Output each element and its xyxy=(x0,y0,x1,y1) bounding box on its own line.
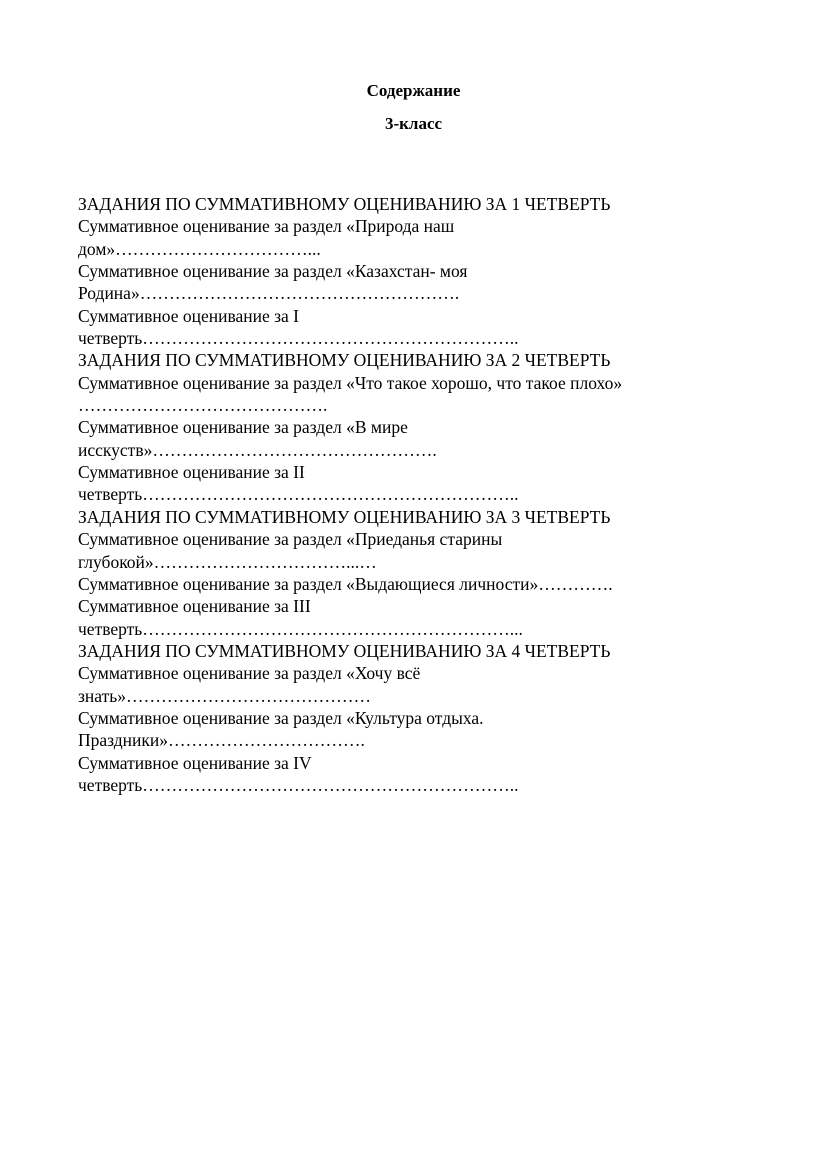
toc-entry-line: четверть……………………………………………………….. xyxy=(78,328,519,349)
toc-entry-line: Суммативное оценивание за раздел «Природа наш xyxy=(78,216,455,237)
toc-entry-line: Праздники»……………………………. xyxy=(78,730,365,751)
toc-heading-quarter-4: ЗАДАНИЯ ПО СУММАТИВНОМУ ОЦЕНИВАНИЮ ЗА 4 ЧЕТВЕРТЬ xyxy=(78,640,611,661)
toc-heading-quarter-3: ЗАДАНИЯ ПО СУММАТИВНОМУ ОЦЕНИВАНИЮ ЗА 3 ЧЕТВЕРТЬ xyxy=(78,506,611,527)
table-of-contents xyxy=(78,193,772,796)
page-title: Содержание xyxy=(366,81,461,100)
toc-entry-line: Суммативное оценивание за раздел «Приеданья старины xyxy=(78,529,503,550)
toc-entry-line: Суммативное оценивание за раздел «Что такое хорошо, что такое плохо» xyxy=(78,372,623,393)
toc-entry-line: четверть……………………………………………………….. xyxy=(78,774,519,795)
toc-entry-line: исскуств»…………………………………………. xyxy=(78,439,437,460)
toc-entry-line: Родина»………………………………………………. xyxy=(78,283,460,304)
toc-entry-line: ……………………………………. xyxy=(78,395,328,416)
toc-entry-line: Суммативное оценивание за II xyxy=(78,462,305,483)
toc-entry-line: Суммативное оценивание за раздел «Казахстан- моя xyxy=(78,261,468,282)
page-subtitle: 3-класс xyxy=(384,114,443,133)
toc-heading-quarter-2: ЗАДАНИЯ ПО СУММАТИВНОМУ ОЦЕНИВАНИЮ ЗА 2 ЧЕТВЕРТЬ xyxy=(78,350,611,371)
toc-entry-line: четверть………………………………………………………... xyxy=(78,618,523,639)
toc-entry-line: Суммативное оценивание за IV xyxy=(78,752,312,773)
toc-entry-line: глубокой»……………………………...… xyxy=(78,551,377,572)
toc-entry-line: Суммативное оценивание за раздел «В мире xyxy=(78,417,408,438)
toc-entry-line: Суммативное оценивание за III xyxy=(78,596,311,617)
toc-entry-line: Суммативное оценивание за раздел «Культура отдыха. xyxy=(78,707,484,728)
toc-entry-line: Суммативное оценивание за раздел «Выдающиеся личности»…………. xyxy=(78,573,613,594)
toc-entry-line: дом»……………………………... xyxy=(78,238,321,259)
toc-heading-quarter-1: ЗАДАНИЯ ПО СУММАТИВНОМУ ОЦЕНИВАНИЮ ЗА 1 ЧЕТВЕРТЬ xyxy=(78,194,611,214)
toc-entry-line: Суммативное оценивание за I xyxy=(78,305,300,326)
toc-entry-line: четверть……………………………………………………….. xyxy=(78,484,519,505)
toc-entry-line: Суммативное оценивание за раздел «Хочу всё xyxy=(78,663,421,684)
toc-entry-line: знать»…………………………………… xyxy=(78,685,371,706)
